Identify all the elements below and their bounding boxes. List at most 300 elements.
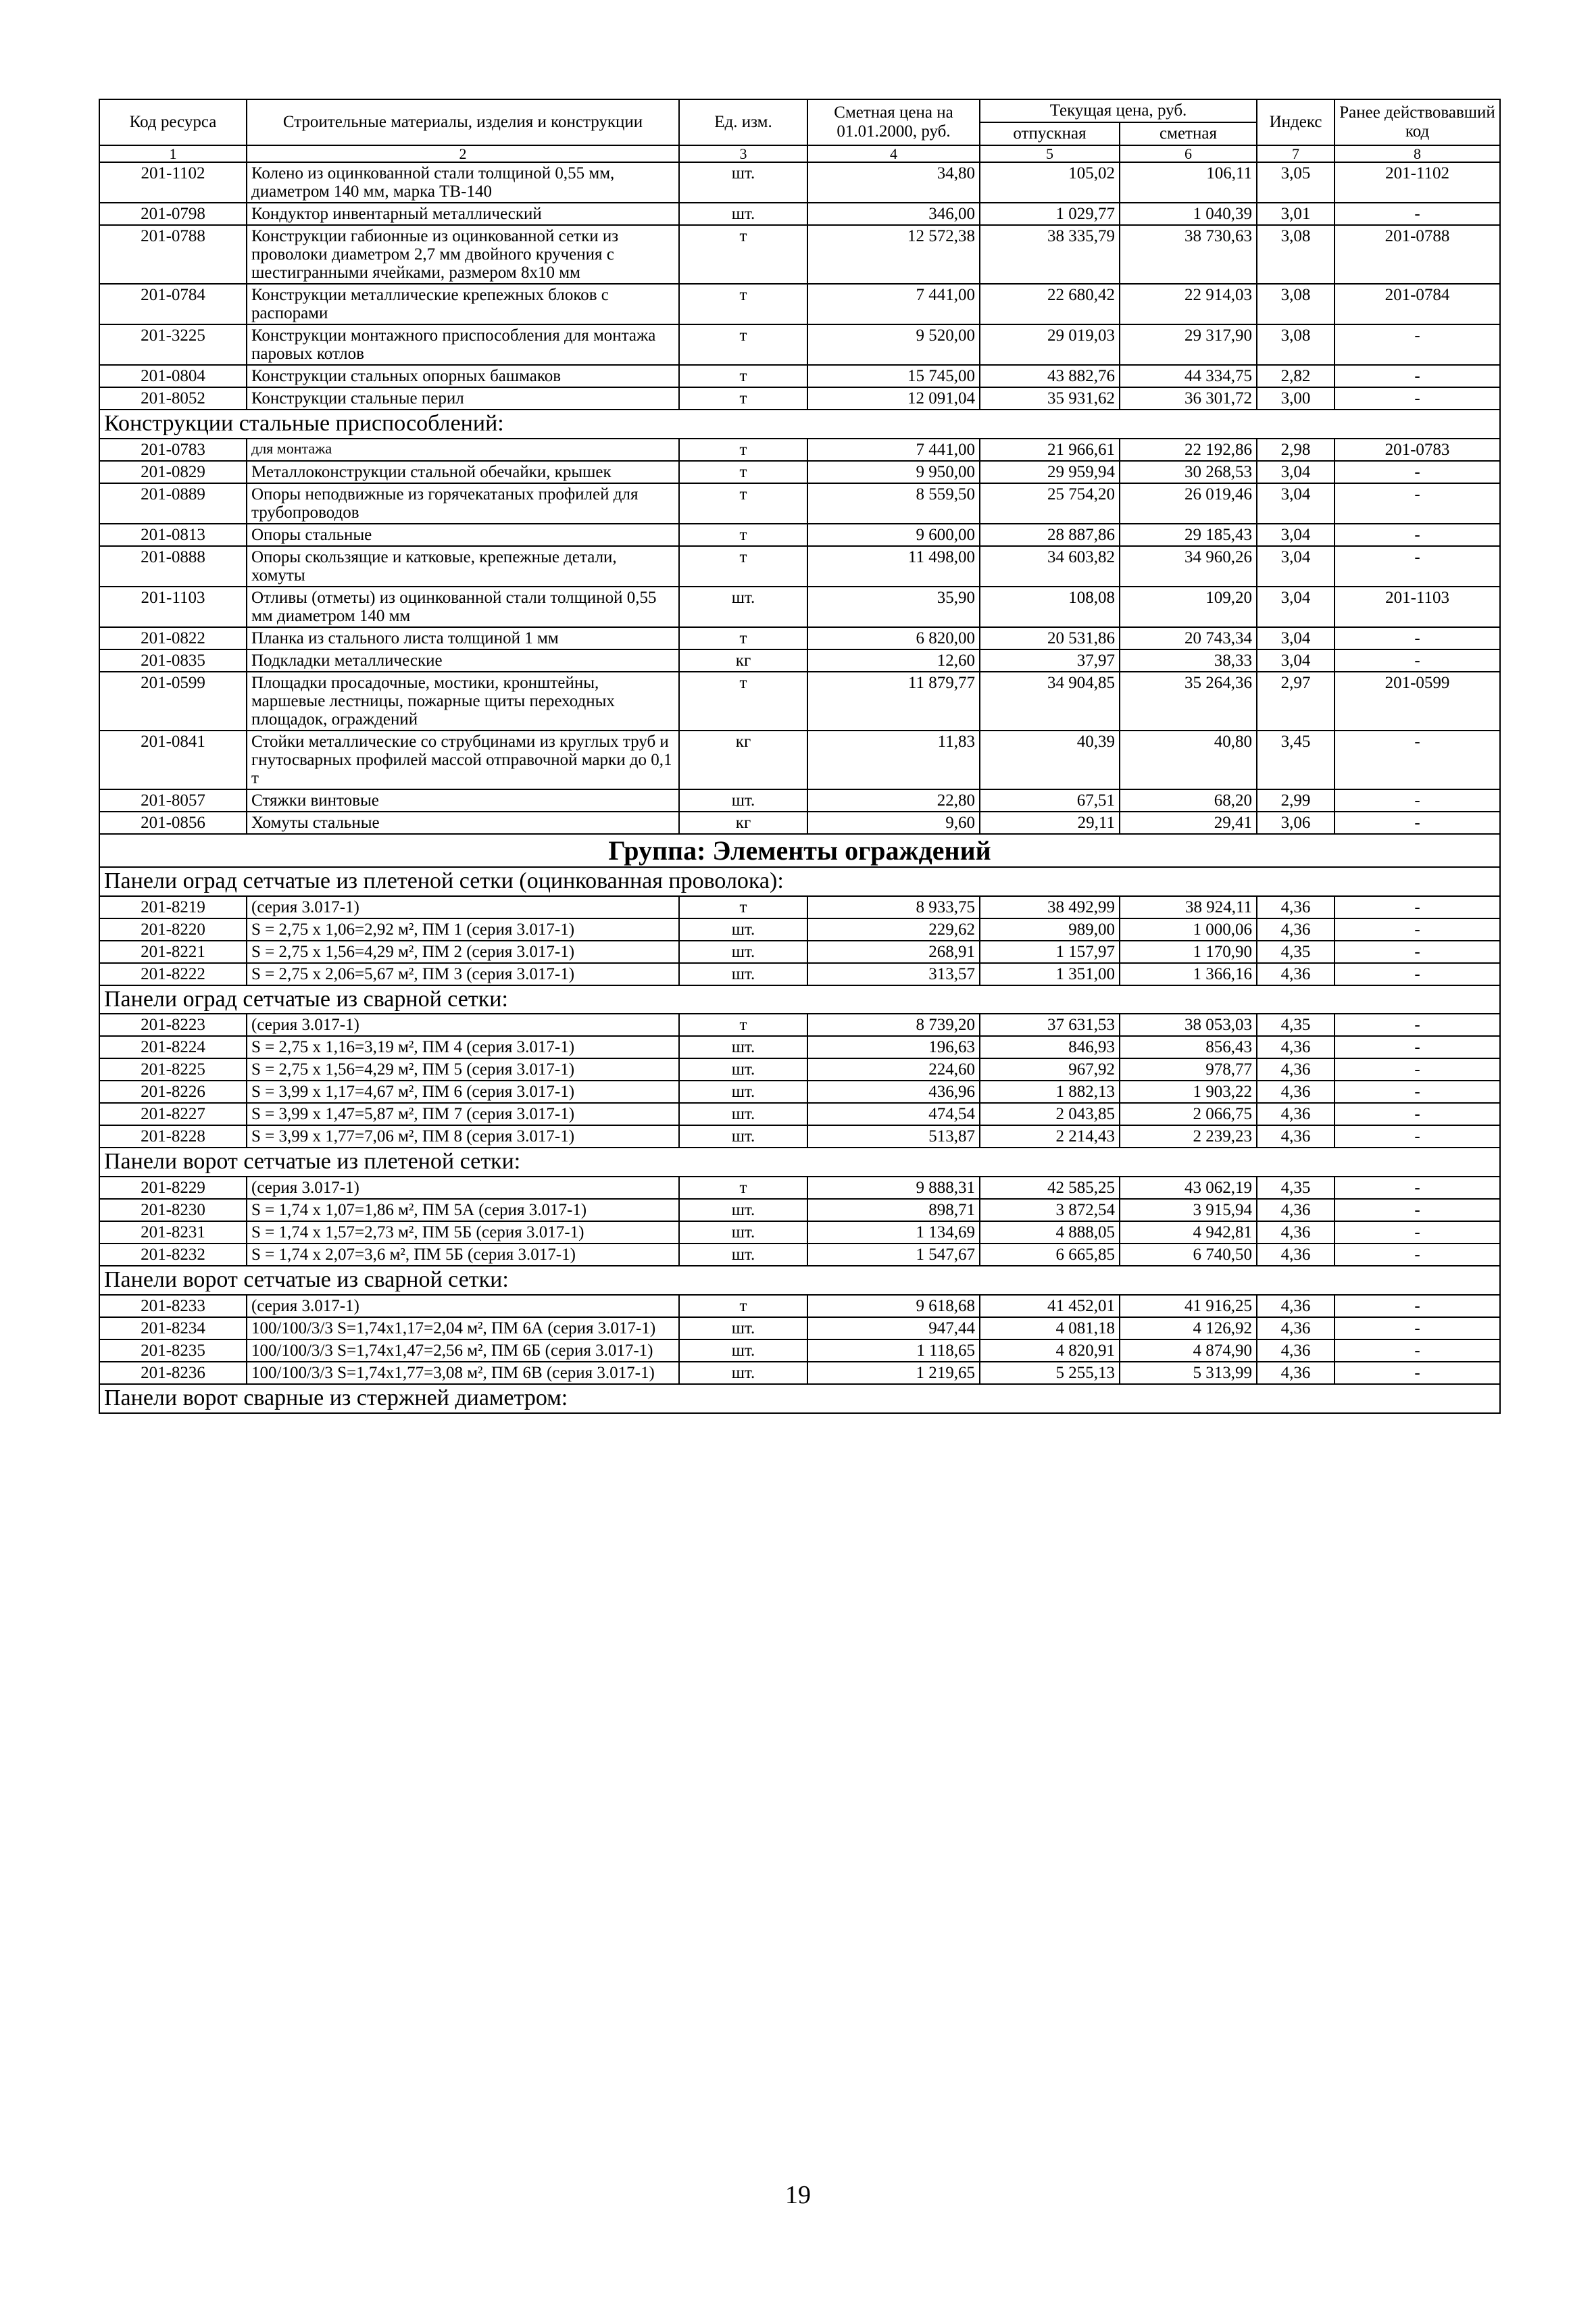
base-price-cell: 9 618,68 <box>807 1295 980 1317</box>
release-price-cell: 42 585,25 <box>980 1177 1120 1199</box>
unit-cell: шт. <box>679 1199 807 1221</box>
material-name-cell: Планка из стального листа толщиной 1 мм <box>247 627 679 649</box>
index-cell: 4,36 <box>1257 1036 1335 1058</box>
unit-cell: шт. <box>679 789 807 812</box>
previous-code-cell: - <box>1335 1295 1500 1317</box>
table-row <box>99 627 1500 649</box>
material-name-cell: (серия 3.017-1) <box>247 1014 679 1036</box>
table-row <box>99 1317 1500 1339</box>
material-name-cell: (серия 3.017-1) <box>247 1295 679 1317</box>
resource-code-cell: 201-8052 <box>99 387 247 410</box>
unit-cell: т <box>679 896 807 918</box>
subheading-row <box>99 1148 1500 1177</box>
unit-cell: т <box>679 324 807 365</box>
estimate-price-cell: 41 916,25 <box>1120 1295 1257 1317</box>
index-cell: 3,04 <box>1257 546 1335 587</box>
table-row <box>99 1362 1500 1384</box>
table-row <box>99 941 1500 963</box>
index-cell: 3,04 <box>1257 627 1335 649</box>
estimate-price-cell: 68,20 <box>1120 789 1257 812</box>
resource-code-cell: 201-0788 <box>99 225 247 284</box>
index-cell: 3,01 <box>1257 203 1335 225</box>
subheading: Панели ворот сетчатые из сварной сетки: <box>99 1266 1500 1295</box>
release-price-cell: 34 603,82 <box>980 546 1120 587</box>
previous-code-cell: - <box>1335 524 1500 546</box>
estimate-price-cell: 978,77 <box>1120 1058 1257 1081</box>
unit-cell: кг <box>679 649 807 672</box>
table-row <box>99 439 1500 461</box>
header-prev-code: Ранее действовавший код <box>1335 99 1500 145</box>
previous-code-cell: - <box>1335 203 1500 225</box>
resource-code-cell: 201-8226 <box>99 1081 247 1103</box>
estimate-price-cell: 29,41 <box>1120 812 1257 834</box>
material-name-cell: S = 1,74 x 1,07=1,86 м², ПМ 5А (серия 3.017-1) <box>247 1199 679 1221</box>
release-price-cell: 1 351,00 <box>980 963 1120 985</box>
index-cell: 4,36 <box>1257 1058 1335 1081</box>
table-row <box>99 896 1500 918</box>
subheading: Панели оград сетчатые из плетеной сетки (оцинкованная проволока): <box>99 867 1500 896</box>
base-price-cell: 15 745,00 <box>807 365 980 387</box>
material-name-cell: (серия 3.017-1) <box>247 896 679 918</box>
resource-code-cell: 201-8234 <box>99 1317 247 1339</box>
index-cell: 2,97 <box>1257 672 1335 731</box>
group-heading: Группа: Элементы ограждений <box>99 834 1500 867</box>
release-price-cell: 6 665,85 <box>980 1244 1120 1266</box>
index-cell: 4,36 <box>1257 1339 1335 1362</box>
base-price-cell: 22,80 <box>807 789 980 812</box>
previous-code-cell: - <box>1335 1058 1500 1081</box>
base-price-cell: 196,63 <box>807 1036 980 1058</box>
unit-cell: шт. <box>679 1036 807 1058</box>
previous-code-cell: - <box>1335 941 1500 963</box>
material-name-cell: S = 3,99 x 1,17=4,67 м², ПМ 6 (серия 3.017-1) <box>247 1081 679 1103</box>
unit-cell: кг <box>679 812 807 834</box>
unit-cell: т <box>679 672 807 731</box>
resource-code-cell: 201-8233 <box>99 1295 247 1317</box>
header-release: отпускная <box>980 122 1120 145</box>
table-row <box>99 649 1500 672</box>
group-heading-row <box>99 834 1500 867</box>
base-price-cell: 6 820,00 <box>807 627 980 649</box>
previous-code-cell: 201-0784 <box>1335 284 1500 324</box>
table-row <box>99 1244 1500 1266</box>
previous-code-cell: 201-1102 <box>1335 162 1500 203</box>
material-name-cell: Опоры неподвижные из горячекатаных профилей для трубопроводов <box>247 483 679 524</box>
index-cell: 4,36 <box>1257 963 1335 985</box>
subheading-row <box>99 985 1500 1014</box>
estimate-price-cell: 38,33 <box>1120 649 1257 672</box>
base-price-cell: 11,83 <box>807 731 980 789</box>
previous-code-cell: - <box>1335 918 1500 941</box>
release-price-cell: 3 872,54 <box>980 1199 1120 1221</box>
material-name-cell: Конструкции стальных опорных башмаков <box>247 365 679 387</box>
estimate-price-cell: 34 960,26 <box>1120 546 1257 587</box>
release-price-cell: 29 959,94 <box>980 461 1120 483</box>
base-price-cell: 898,71 <box>807 1199 980 1221</box>
previous-code-cell: - <box>1335 1199 1500 1221</box>
table-row <box>99 162 1500 203</box>
previous-code-cell: 201-0788 <box>1335 225 1500 284</box>
base-price-cell: 9 950,00 <box>807 461 980 483</box>
unit-cell: шт. <box>679 1221 807 1244</box>
previous-code-cell: 201-0783 <box>1335 439 1500 461</box>
estimate-price-cell: 106,11 <box>1120 162 1257 203</box>
index-cell: 4,36 <box>1257 1244 1335 1266</box>
resource-code-cell: 201-0856 <box>99 812 247 834</box>
column-number-row <box>99 145 1500 162</box>
estimate-price-cell: 1 000,06 <box>1120 918 1257 941</box>
release-price-cell: 4 820,91 <box>980 1339 1120 1362</box>
release-price-cell: 37,97 <box>980 649 1120 672</box>
index-cell: 3,04 <box>1257 649 1335 672</box>
material-name-cell: Опоры стальные <box>247 524 679 546</box>
material-name-cell: Колено из оцинкованной стали толщиной 0,55 мм, диаметром 140 мм, марка ТВ-140 <box>247 162 679 203</box>
release-price-cell: 1 882,13 <box>980 1081 1120 1103</box>
material-name-cell: S = 1,74 x 1,57=2,73 м², ПМ 5Б (серия 3.017-1) <box>247 1221 679 1244</box>
material-name-cell: Металлоконструкции стальной обечайки, крышек <box>247 461 679 483</box>
previous-code-cell: - <box>1335 1177 1500 1199</box>
table-row <box>99 284 1500 324</box>
unit-cell: шт. <box>679 1058 807 1081</box>
index-cell: 2,82 <box>1257 365 1335 387</box>
unit-cell: шт. <box>679 941 807 963</box>
release-price-cell: 4 081,18 <box>980 1317 1120 1339</box>
estimate-price-cell: 1 903,22 <box>1120 1081 1257 1103</box>
estimate-price-cell: 1 170,90 <box>1120 941 1257 963</box>
resource-code-cell: 201-8235 <box>99 1339 247 1362</box>
base-price-cell: 34,80 <box>807 162 980 203</box>
resource-code-cell: 201-8229 <box>99 1177 247 1199</box>
base-price-cell: 8 933,75 <box>807 896 980 918</box>
estimate-price-cell: 2 239,23 <box>1120 1125 1257 1148</box>
previous-code-cell: - <box>1335 1125 1500 1148</box>
table-row <box>99 324 1500 365</box>
table-row <box>99 789 1500 812</box>
estimate-price-cell: 30 268,53 <box>1120 461 1257 483</box>
table-row <box>99 812 1500 834</box>
index-cell: 2,98 <box>1257 439 1335 461</box>
index-cell: 3,05 <box>1257 162 1335 203</box>
previous-code-cell: - <box>1335 1103 1500 1125</box>
index-cell: 3,00 <box>1257 387 1335 410</box>
material-name-cell: Хомуты стальные <box>247 812 679 834</box>
material-name-cell: Стяжки винтовые <box>247 789 679 812</box>
previous-code-cell: - <box>1335 1362 1500 1384</box>
column-number: 1 <box>99 145 247 162</box>
unit-cell: шт. <box>679 1103 807 1125</box>
index-cell: 4,36 <box>1257 1199 1335 1221</box>
subheading: Панели ворот сварные из стержней диаметром: <box>99 1384 1500 1413</box>
table-row <box>99 1103 1500 1125</box>
resource-code-cell: 201-1102 <box>99 162 247 203</box>
previous-code-cell: - <box>1335 963 1500 985</box>
estimate-price-cell: 36 301,72 <box>1120 387 1257 410</box>
resource-code-cell: 201-8223 <box>99 1014 247 1036</box>
base-price-cell: 8 739,20 <box>807 1014 980 1036</box>
estimate-price-cell: 1 040,39 <box>1120 203 1257 225</box>
column-number: 7 <box>1257 145 1335 162</box>
previous-code-cell: - <box>1335 461 1500 483</box>
base-price-cell: 1 134,69 <box>807 1221 980 1244</box>
base-price-cell: 8 559,50 <box>807 483 980 524</box>
release-price-cell: 108,08 <box>980 587 1120 627</box>
base-price-cell: 313,57 <box>807 963 980 985</box>
estimate-price-cell: 4 874,90 <box>1120 1339 1257 1362</box>
previous-code-cell: - <box>1335 365 1500 387</box>
material-name-cell: S = 2,75 x 2,06=5,67 м², ПМ 3 (серия 3.017-1) <box>247 963 679 985</box>
material-name-cell: Опоры скользящие и катковые, крепежные детали, хомуты <box>247 546 679 587</box>
resource-code-cell: 201-8221 <box>99 941 247 963</box>
base-price-cell: 947,44 <box>807 1317 980 1339</box>
release-price-cell: 38 335,79 <box>980 225 1120 284</box>
material-name-cell: для монтажа <box>247 439 679 461</box>
header-name: Строительные материалы, изделия и конструкции <box>247 99 679 145</box>
resource-code-cell: 201-8232 <box>99 1244 247 1266</box>
previous-code-cell: - <box>1335 1317 1500 1339</box>
base-price-cell: 268,91 <box>807 941 980 963</box>
release-price-cell: 4 888,05 <box>980 1221 1120 1244</box>
material-name-cell: Конструкции металлические крепежных блоков с распорами <box>247 284 679 324</box>
base-price-cell: 7 441,00 <box>807 439 980 461</box>
subheading-row <box>99 1266 1500 1295</box>
unit-cell: т <box>679 461 807 483</box>
base-price-cell: 12 572,38 <box>807 225 980 284</box>
release-price-cell: 34 904,85 <box>980 672 1120 731</box>
unit-cell: т <box>679 1295 807 1317</box>
release-price-cell: 29 019,03 <box>980 324 1120 365</box>
table-row <box>99 483 1500 524</box>
release-price-cell: 1 029,77 <box>980 203 1120 225</box>
table-row <box>99 203 1500 225</box>
material-name-cell: S = 2,75 x 1,56=4,29 м², ПМ 5 (серия 3.017-1) <box>247 1058 679 1081</box>
unit-cell: т <box>679 483 807 524</box>
subheading: Панели оград сетчатые из сварной сетки: <box>99 985 1500 1014</box>
previous-code-cell: - <box>1335 1244 1500 1266</box>
index-cell: 3,04 <box>1257 483 1335 524</box>
base-price-cell: 9 888,31 <box>807 1177 980 1199</box>
previous-code-cell: - <box>1335 812 1500 834</box>
unit-cell: т <box>679 546 807 587</box>
release-price-cell: 28 887,86 <box>980 524 1120 546</box>
estimate-price-cell: 4 126,92 <box>1120 1317 1257 1339</box>
previous-code-cell: - <box>1335 789 1500 812</box>
index-cell: 4,35 <box>1257 1177 1335 1199</box>
material-name-cell: Отливы (отметы) из оцинкованной стали толщиной 0,55 мм диаметром 140 мм <box>247 587 679 627</box>
table-row <box>99 1014 1500 1036</box>
base-price-cell: 224,60 <box>807 1058 980 1081</box>
base-price-cell: 12 091,04 <box>807 387 980 410</box>
unit-cell: шт. <box>679 587 807 627</box>
base-price-cell: 11 879,77 <box>807 672 980 731</box>
material-name-cell: Конструкции габионные из оцинкованной сетки из проволоки диаметром 2,7 мм двойного кручения с шестигранными ячейками, размером 8x10 мм <box>247 225 679 284</box>
header-row <box>99 99 1500 122</box>
table-row <box>99 1339 1500 1362</box>
subheading: Панели ворот сетчатые из плетеной сетки: <box>99 1148 1500 1177</box>
release-price-cell: 105,02 <box>980 162 1120 203</box>
resource-code-cell: 201-0599 <box>99 672 247 731</box>
table-row <box>99 1295 1500 1317</box>
material-name-cell: (серия 3.017-1) <box>247 1177 679 1199</box>
resource-code-cell: 201-8222 <box>99 963 247 985</box>
unit-cell: шт. <box>679 1317 807 1339</box>
table-row <box>99 225 1500 284</box>
index-cell: 4,35 <box>1257 941 1335 963</box>
estimate-price-cell: 43 062,19 <box>1120 1177 1257 1199</box>
estimate-price-cell: 22 914,03 <box>1120 284 1257 324</box>
estimate-price-cell: 29 317,90 <box>1120 324 1257 365</box>
material-name-cell: Площадки просадочные, мостики, кронштейны, маршевые лестницы, пожарные щиты переходных площадок, ограждений <box>247 672 679 731</box>
column-number: 5 <box>980 145 1120 162</box>
release-price-cell: 29,11 <box>980 812 1120 834</box>
base-price-cell: 11 498,00 <box>807 546 980 587</box>
base-price-cell: 1 547,67 <box>807 1244 980 1266</box>
previous-code-cell: - <box>1335 649 1500 672</box>
base-price-cell: 35,90 <box>807 587 980 627</box>
unit-cell: шт. <box>679 1362 807 1384</box>
previous-code-cell: 201-1103 <box>1335 587 1500 627</box>
table-row <box>99 1036 1500 1058</box>
release-price-cell: 20 531,86 <box>980 627 1120 649</box>
index-cell: 3,04 <box>1257 524 1335 546</box>
material-name-cell: Подкладки металлические <box>247 649 679 672</box>
column-number: 4 <box>807 145 980 162</box>
index-cell: 3,06 <box>1257 812 1335 834</box>
base-price-cell: 346,00 <box>807 203 980 225</box>
resource-code-cell: 201-8220 <box>99 918 247 941</box>
header-unit: Ед. изм. <box>679 99 807 145</box>
unit-cell: т <box>679 284 807 324</box>
table-row <box>99 1058 1500 1081</box>
material-name-cell: S = 3,99 x 1,47=5,87 м², ПМ 7 (серия 3.017-1) <box>247 1103 679 1125</box>
base-price-cell: 7 441,00 <box>807 284 980 324</box>
header-index: Индекс <box>1257 99 1335 145</box>
header-current-price: Текущая цена, руб. <box>980 99 1257 122</box>
estimate-price-cell: 6 740,50 <box>1120 1244 1257 1266</box>
base-price-cell: 513,87 <box>807 1125 980 1148</box>
estimate-price-cell: 22 192,86 <box>1120 439 1257 461</box>
material-name-cell: Конструкции монтажного приспособления для монтажа паровых котлов <box>247 324 679 365</box>
resource-code-cell: 201-0804 <box>99 365 247 387</box>
table-row <box>99 918 1500 941</box>
table-row <box>99 731 1500 789</box>
release-price-cell: 2 043,85 <box>980 1103 1120 1125</box>
resource-code-cell: 201-0841 <box>99 731 247 789</box>
table-row <box>99 1221 1500 1244</box>
resource-code-cell: 201-0822 <box>99 627 247 649</box>
previous-code-cell: 201-0599 <box>1335 672 1500 731</box>
previous-code-cell: - <box>1335 896 1500 918</box>
release-price-cell: 43 882,76 <box>980 365 1120 387</box>
resource-code-cell: 201-0798 <box>99 203 247 225</box>
resource-code-cell: 201-0835 <box>99 649 247 672</box>
index-cell: 4,36 <box>1257 1125 1335 1148</box>
previous-code-cell: - <box>1335 1221 1500 1244</box>
material-name-cell: S = 2,75 x 1,16=3,19 м², ПМ 4 (серия 3.017-1) <box>247 1036 679 1058</box>
table-row <box>99 461 1500 483</box>
base-price-cell: 9 520,00 <box>807 324 980 365</box>
release-price-cell: 22 680,42 <box>980 284 1120 324</box>
index-cell: 3,08 <box>1257 225 1335 284</box>
index-cell: 3,08 <box>1257 284 1335 324</box>
table-row <box>99 524 1500 546</box>
table-row <box>99 365 1500 387</box>
resource-code-cell: 201-8231 <box>99 1221 247 1244</box>
index-cell: 4,36 <box>1257 1221 1335 1244</box>
unit-cell: шт. <box>679 1244 807 1266</box>
column-number: 8 <box>1335 145 1500 162</box>
unit-cell: шт. <box>679 1339 807 1362</box>
unit-cell: шт. <box>679 963 807 985</box>
release-price-cell: 35 931,62 <box>980 387 1120 410</box>
index-cell: 4,35 <box>1257 1014 1335 1036</box>
release-price-cell: 989,00 <box>980 918 1120 941</box>
header-estimate: сметная <box>1120 122 1257 145</box>
unit-cell: шт. <box>679 1081 807 1103</box>
release-price-cell: 967,92 <box>980 1058 1120 1081</box>
resource-code-cell: 201-8227 <box>99 1103 247 1125</box>
previous-code-cell: - <box>1335 1036 1500 1058</box>
estimate-price-cell: 38 053,03 <box>1120 1014 1257 1036</box>
table-row <box>99 963 1500 985</box>
material-name-cell: S = 2,75 x 1,06=2,92 м², ПМ 1 (серия 3.017-1) <box>247 918 679 941</box>
estimate-price-cell: 2 066,75 <box>1120 1103 1257 1125</box>
resource-code-cell: 201-0888 <box>99 546 247 587</box>
unit-cell: т <box>679 365 807 387</box>
material-name-cell: S = 3,99 x 1,77=7,06 м², ПМ 8 (серия 3.017-1) <box>247 1125 679 1148</box>
release-price-cell: 846,93 <box>980 1036 1120 1058</box>
resource-code-cell: 201-1103 <box>99 587 247 627</box>
previous-code-cell: - <box>1335 546 1500 587</box>
resource-code-cell: 201-8057 <box>99 789 247 812</box>
index-cell: 4,36 <box>1257 918 1335 941</box>
estimate-price-cell: 1 366,16 <box>1120 963 1257 985</box>
estimate-price-cell: 109,20 <box>1120 587 1257 627</box>
previous-code-cell: - <box>1335 324 1500 365</box>
index-cell: 4,36 <box>1257 896 1335 918</box>
release-price-cell: 25 754,20 <box>980 483 1120 524</box>
estimate-price-cell: 3 915,94 <box>1120 1199 1257 1221</box>
estimate-price-cell: 38 924,11 <box>1120 896 1257 918</box>
resource-code-cell: 201-0784 <box>99 284 247 324</box>
resource-code-cell: 201-8224 <box>99 1036 247 1058</box>
material-name-cell: Кондуктор инвентарный металлический <box>247 203 679 225</box>
estimate-price-cell: 26 019,46 <box>1120 483 1257 524</box>
release-price-cell: 38 492,99 <box>980 896 1120 918</box>
resource-code-cell: 201-3225 <box>99 324 247 365</box>
subheading-row <box>99 867 1500 896</box>
unit-cell: т <box>679 1014 807 1036</box>
resource-code-cell: 201-8236 <box>99 1362 247 1384</box>
estimate-price-cell: 5 313,99 <box>1120 1362 1257 1384</box>
index-cell: 3,08 <box>1257 324 1335 365</box>
release-price-cell: 67,51 <box>980 789 1120 812</box>
unit-cell: т <box>679 387 807 410</box>
unit-cell: шт. <box>679 203 807 225</box>
previous-code-cell: - <box>1335 731 1500 789</box>
unit-cell: шт. <box>679 162 807 203</box>
material-name-cell: Стойки металлические со струбцинами из круглых труб и гнутосварных профилей массой отправочной марки до 0,1 т <box>247 731 679 789</box>
table-row <box>99 546 1500 587</box>
unit-cell: шт. <box>679 1125 807 1148</box>
unit-cell: т <box>679 1177 807 1199</box>
previous-code-cell: - <box>1335 483 1500 524</box>
table-row <box>99 672 1500 731</box>
material-name-cell: S = 2,75 x 1,56=4,29 м², ПМ 2 (серия 3.017-1) <box>247 941 679 963</box>
index-cell: 4,36 <box>1257 1295 1335 1317</box>
index-cell: 2,99 <box>1257 789 1335 812</box>
unit-cell: т <box>679 627 807 649</box>
estimate-price-cell: 44 334,75 <box>1120 365 1257 387</box>
